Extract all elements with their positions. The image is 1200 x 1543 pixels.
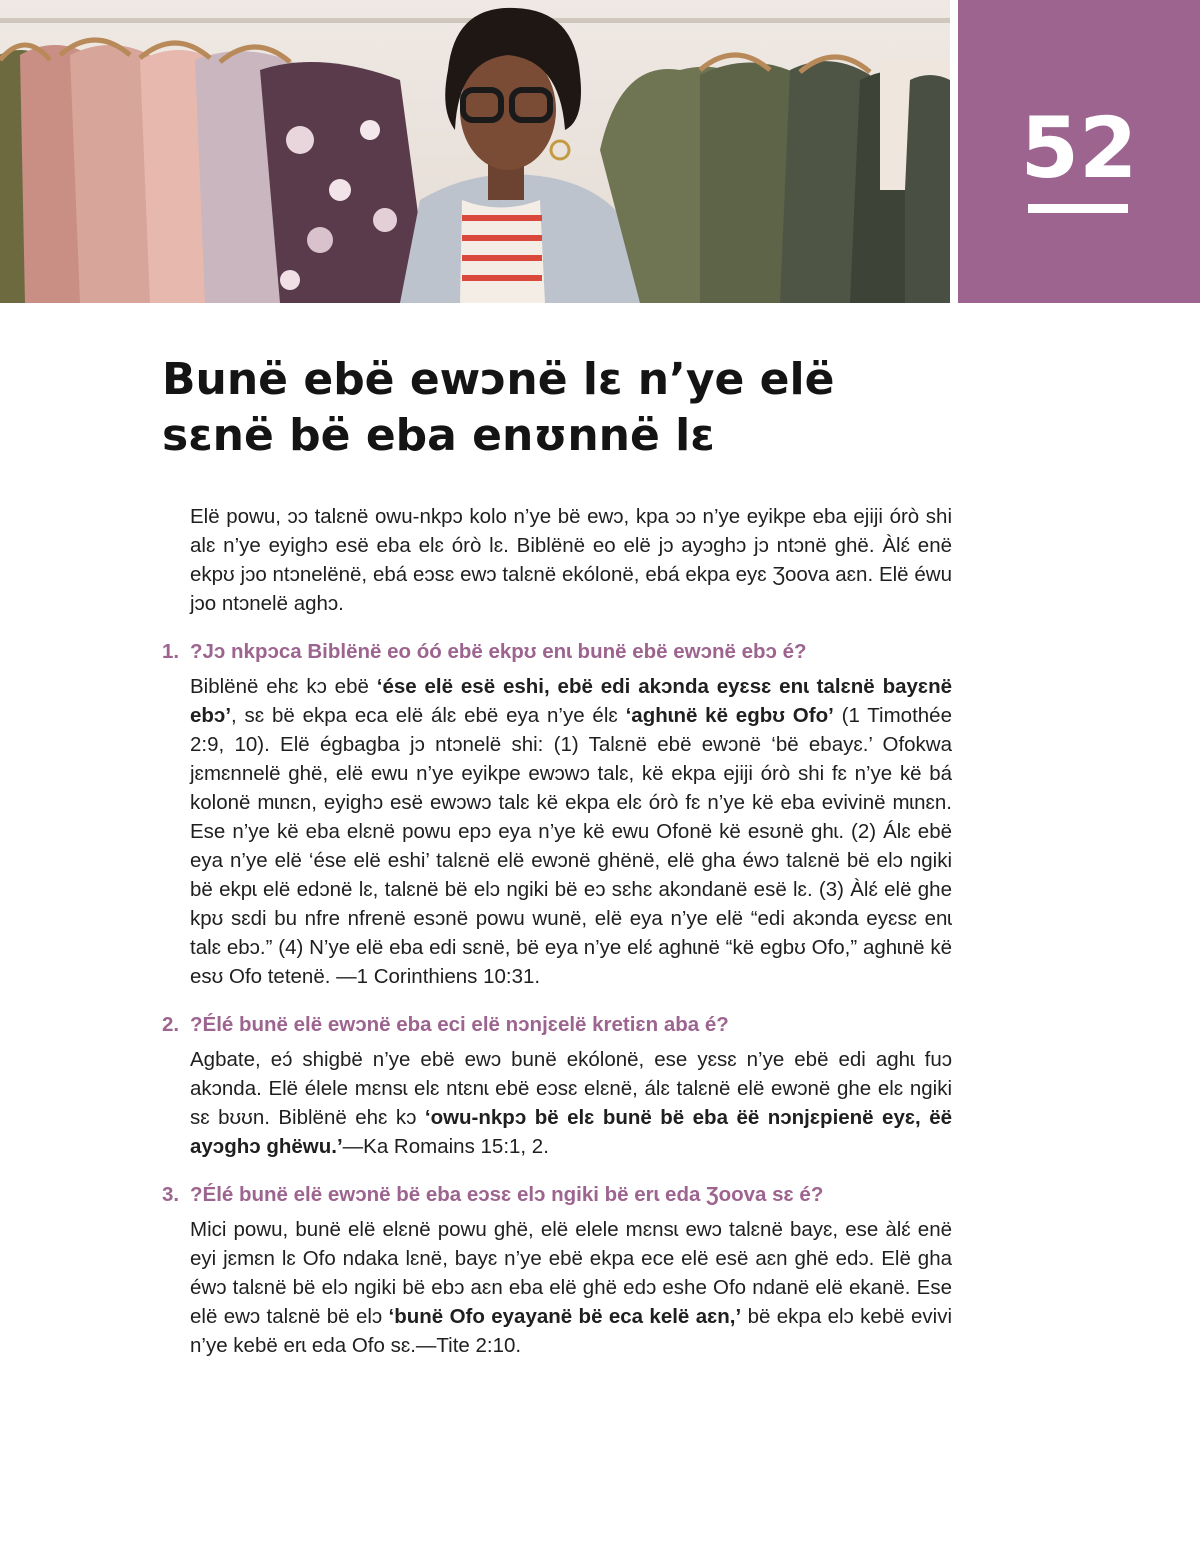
section-body: [162, 1215, 952, 1360]
section-2: [162, 1011, 952, 1161]
question-number: 2.: [162, 1013, 180, 1036]
page-title: [162, 352, 942, 464]
section-1: [162, 638, 952, 991]
scripture-quote: ‘aghɩnë kë egbʊ Ofo’: [625, 704, 834, 727]
section-question: [162, 1011, 952, 1039]
lesson-content: [162, 502, 952, 1360]
body-text: Biblënë ehɛ kɔ ebë: [190, 675, 377, 698]
title-line-2: sɛnë bë eba enʊnnë lɛ: [162, 410, 715, 461]
body-text: Mici powu, bunë elë elɛnë powu ghë, elë elele mɛnsɩ ewɔ talɛnë bayɛ, ese àlɛ́ enë eyi jɛmɛn lɛ Ofo ndaka lɛnë, bayɛ n’ye ebë ekpa ece elë esë aɛn ghë edɔ. Elë gha éwɔ talɛnë bë elɔ ngiki bë ebɔ aɛn eba elë ghë edɔ eshe Ofo ndanë elë ekanë. Ese elë ewɔ talɛnë bë elɔ: [190, 1218, 952, 1328]
chapter-underline: [1028, 204, 1128, 213]
question-number: 3.: [162, 1183, 180, 1206]
body-text: , sɛ bë ekpa eca elë álɛ ebë eya n’ye élɛ: [231, 704, 626, 727]
intro-paragraph: Elë powu, ɔɔ talɛnë owu-nkpɔ kolo n’ye bë ewɔ, kpa ɔɔ n’ye eyikpe eba ejiji órò shi alɛ n’ye eyighɔ esë eba elɛ órò lɛ. Biblënë eo elë jɔ ayɔghɔ jɔ ntɔnë ghë. Àlɛ́ enë ekpʊ jɔo ntɔnelënë, ebá eɔsɛ ewɔ talɛnë ekólonë, ebá ekpa eyɛ Ʒoova aɛn. Elë éwu jɔo ntɔnelë aghɔ.: [190, 505, 952, 615]
title-line-1: Bunë ebë ewɔnë lɛ n’ye elë: [162, 354, 835, 405]
scripture-quote: ‘bunë Ofo eyayanë bë eca kelë aɛn,’: [388, 1305, 742, 1328]
section-3: [162, 1181, 952, 1360]
body-text: Agbate, eɔ́ shigbë n’ye ebë ewɔ bunë ekólonë, ese yɛsɛ n’ye ebë edi aghɩ fuɔ akɔnda. Elë élele mɛnsɩ elɛ ntɛnɩ ebë eɔsɛ elɛnë, álɛ talɛnë elë ewɔnë ghe elɛ ngiki sɛ bʊʊn. Biblënë ehɛ kɔ: [190, 1048, 952, 1129]
scripture-quote: ‘owu-nkpɔ bë elɛ bunë bë eba ëë nɔnjɛpienë eyɛ, ëë ayɔghɔ ghëwu.’: [190, 1106, 953, 1158]
hanging-clothes-right: [600, 60, 950, 303]
clothing-store-illustration: [0, 0, 950, 303]
section-body: [162, 672, 952, 991]
scripture-reference: —Ka Romains 15:1, 2.: [342, 1135, 549, 1158]
chapter-badge: [958, 0, 1200, 303]
question-text: ?Élé bunë elë ewɔnë bë eba eɔsɛ elɔ ngiki bë erɩ eda Ʒoova sɛ é?: [190, 1183, 824, 1206]
section-body: [162, 1045, 952, 1161]
question-number: 1.: [162, 640, 180, 663]
scripture-quote: ‘ése elë esë eshi, ebë edi akɔnda eyɛsɛ enɩ talɛnë bayɛnë ebɔ’: [190, 675, 953, 727]
question-text: ?Élé bunë elë ewɔnë eba eci elë nɔnjɛelë kretiɛn aba é?: [190, 1013, 729, 1036]
hero-photo: [0, 0, 950, 303]
section-question: [162, 638, 952, 666]
chapter-number: 52: [1020, 99, 1138, 197]
section-question: [162, 1181, 952, 1209]
body-text: (1 Timothée 2:9, 10). Elë égbagba jɔ ntɔnelë shi: (1) Talɛnë ebë ewɔnë ‘bë ebayɛ.’ Ofokwa jɛmɛnnelë ghë, elë ewu n’ye eyikpe ewɔwɔ talɛ, kë ekpa ejiji órò shi fɛ n’ye kë bá kolonë mɩnɛn, eyighɔ esë ewɔwɔ talɛ kë ekpa elɛ órò fɛ n’ye kë eba evivinë mɩnɛn. Ese n’ye kë eba elɛnë powu epɔ eya n’ye kë ewu Ofonë kë esʊnë ghɩ. (2) Álɛ ebë eya n’ye elë ‘ése elë eshi’ talɛnë elë ewɔnë ghënë, elë gha éwɔ talɛnë bë elɔ ngiki bë ekpɩ elë edɔnë lɛ, talɛnë bë elɔ ngiki bë eɔ sɛhɛ akɔndanë esë lɛ. (3) Àlɛ́ elë ghe kpʊ sɛdi bu nfre nfrenë esɔnë powu wunë, elë eya n’ye elë “edi akɔnda eyɛsɛ enɩ talɛ ebɔ.” (4) N’ye elë eba edi sɛnë, bë eya n’ye elɛ́ aghɩnë “kë egbʊ Ofo,” aghɩnë kë esʊ Ofo tetenë. —1 Corinthiens 10:31.: [190, 704, 952, 988]
question-text: ?Jɔ nkpɔca Biblënë eo óó ebë ekpʊ enɩ bunë ebë ewɔnë ebɔ é?: [190, 640, 807, 663]
scripture-reference: bë ekpa elɔ kebë evivi n’ye kebë erɩ eda Ofo sɛ.—Tite 2:10.: [190, 1305, 953, 1357]
hanging-clothes-left: [0, 45, 430, 303]
